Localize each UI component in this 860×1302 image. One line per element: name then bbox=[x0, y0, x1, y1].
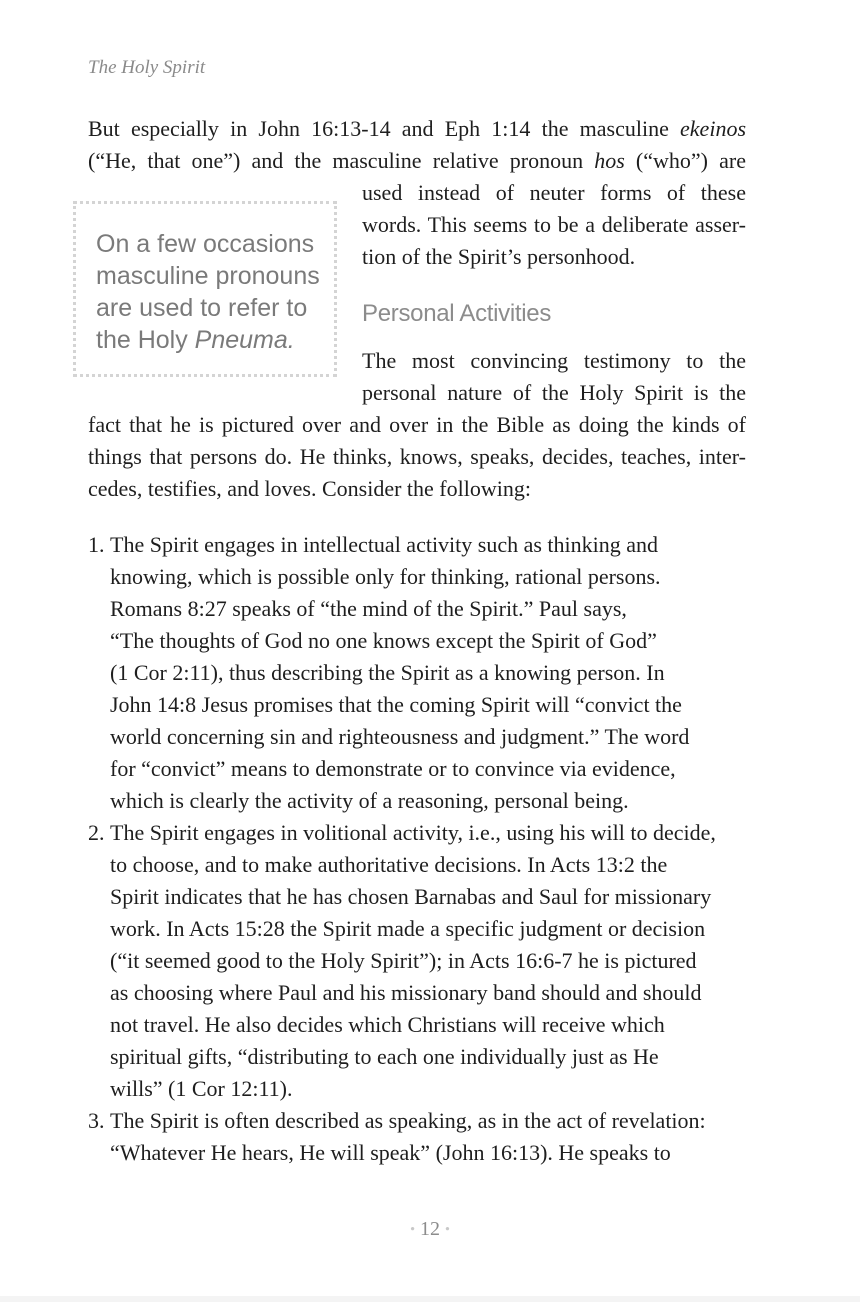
list-item-3-first-line bbox=[88, 1105, 706, 1137]
list-item-line: (1 Cor 2:11), thus describing the Spirit as a knowing person. In bbox=[110, 660, 665, 685]
intro-line-2 bbox=[88, 145, 746, 177]
list-text: The Spirit engages in intellectual activity such as thinking and bbox=[110, 532, 659, 557]
list-item-line: (“it seemed good to the Holy Spirit”); in Acts 16:6-7 he is pictured bbox=[110, 948, 697, 973]
list-item-line: not travel. He also decides which Christians will receive which bbox=[110, 1012, 665, 1037]
list-item-line: to choose, and to make authoritative decisions. In Acts 13:2 the bbox=[110, 852, 668, 877]
list-item-line: Romans 8:27 speaks of “the mind of the Spirit.” Paul says, bbox=[110, 596, 627, 621]
list-item-line: as choosing where Paul and his missionary band should and should bbox=[110, 980, 702, 1005]
folio-dot-icon: • bbox=[410, 1222, 415, 1238]
intro-line-1 bbox=[88, 113, 746, 145]
list-text: The Spirit is often described as speaking, as in the act of revelation: bbox=[110, 1108, 706, 1133]
list-item-1-first-line bbox=[88, 529, 658, 561]
greek-term-ekeinos: ekeinos bbox=[680, 116, 746, 141]
para-line: personal nature of the Holy Spirit is the bbox=[362, 380, 746, 405]
pull-quote-line-2: masculine pronouns bbox=[96, 262, 320, 290]
intro-text: But especially in John 16:13-14 and Eph 1:14 the masculine bbox=[88, 116, 681, 141]
para-line: things that persons do. He thinks, knows, speaks, decides, teaches, inter- bbox=[88, 444, 746, 469]
intro-line-3: used instead of neuter forms of these bbox=[362, 180, 746, 205]
list-item-line: John 14:8 Jesus promises that the coming Spirit will “convict the bbox=[110, 692, 682, 717]
pull-quote-line-4 bbox=[96, 324, 295, 356]
list-item-line: “Whatever He hears, He will speak” (John 16:13). He speaks to bbox=[110, 1140, 671, 1165]
page-number: 12 bbox=[420, 1218, 440, 1240]
list-item-2-first-line bbox=[88, 817, 716, 849]
greek-term-hos: hos bbox=[594, 148, 625, 173]
intro-text: (“He, that one”) and the masculine relative pronoun bbox=[88, 148, 595, 173]
folio-dot-icon: • bbox=[445, 1222, 450, 1238]
list-item-line: knowing, which is possible only for thinking, rational persons. bbox=[110, 564, 661, 589]
para-line: cedes, testifies, and loves. Consider the following: bbox=[88, 476, 531, 501]
list-item-line: work. In Acts 15:28 the Spirit made a specific judgment or decision bbox=[110, 916, 706, 941]
list-item-line: world concerning sin and righteousness and judgment.” The word bbox=[110, 724, 690, 749]
list-item-line: Spirit indicates that he has chosen Barnabas and Saul for missionary bbox=[110, 884, 712, 909]
intro-line-4: words. This seems to be a deliberate asser- bbox=[362, 212, 746, 237]
pull-quote-term: Pneuma. bbox=[194, 326, 295, 354]
list-text: The Spirit engages in volitional activity, i.e., using his will to decide, bbox=[110, 820, 716, 845]
pull-quote-line-1: On a few occasions bbox=[96, 230, 315, 258]
pull-quote-text: the Holy bbox=[96, 326, 195, 354]
para-line: The most convincing testimony to the bbox=[362, 348, 746, 373]
list-item-line: spiritual gifts, “distributing to each one individually just as He bbox=[110, 1044, 659, 1069]
para-line: fact that he is pictured over and over in the Bible as doing the kinds of bbox=[88, 412, 746, 437]
list-item-line: which is clearly the activity of a reasoning, personal being. bbox=[110, 788, 629, 813]
page-number-footer bbox=[0, 1218, 860, 1241]
running-head: The Holy Spirit bbox=[88, 57, 206, 78]
list-item-line: wills” (1 Cor 12:11). bbox=[110, 1076, 293, 1101]
list-number: 3. bbox=[88, 1108, 105, 1133]
list-number: 2. bbox=[88, 820, 105, 845]
list-number: 1. bbox=[88, 532, 105, 557]
list-item-line: “The thoughts of God no one knows except the Spirit of God” bbox=[110, 628, 657, 653]
pull-quote-line-3: are used to refer to bbox=[96, 294, 308, 322]
intro-text: (“who”) are bbox=[624, 148, 746, 173]
intro-line-5: tion of the Spirit’s personhood. bbox=[362, 244, 636, 269]
list-item-line: for “convict” means to demonstrate or to convince via evidence, bbox=[110, 756, 676, 781]
section-heading: Personal Activities bbox=[362, 300, 552, 327]
